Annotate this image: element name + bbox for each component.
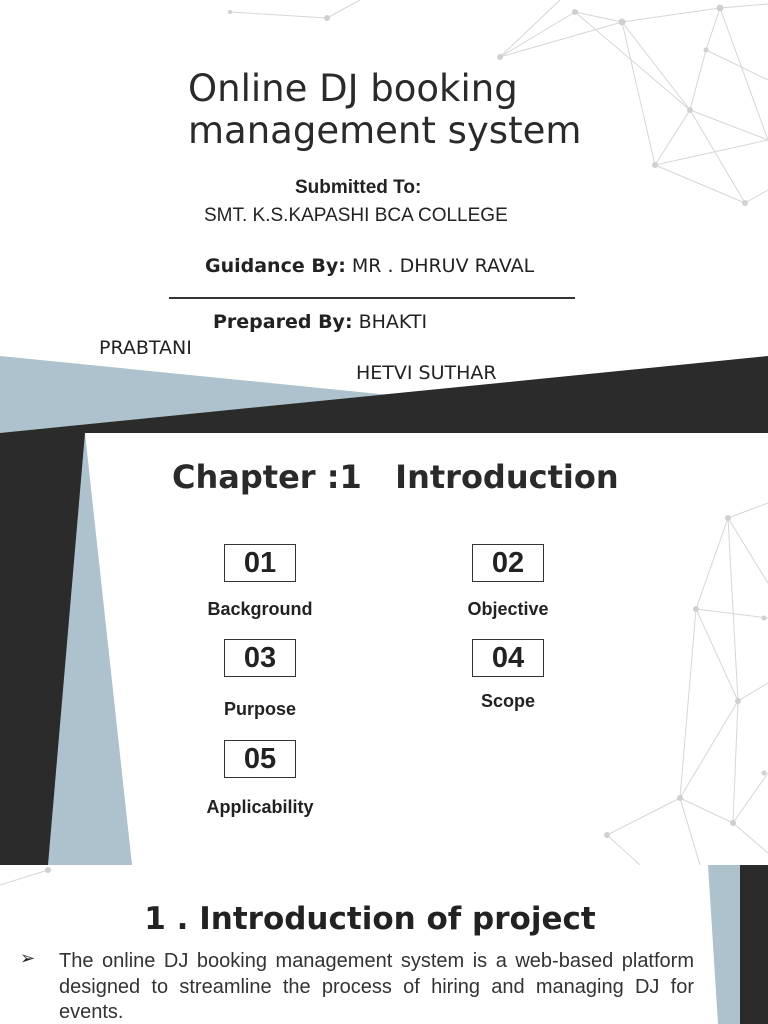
prepared-value: BHAKTI xyxy=(352,311,428,333)
guidance-label: Guidance By: xyxy=(205,255,346,277)
item-label-scope: Scope xyxy=(480,691,536,711)
title-slide xyxy=(0,0,768,433)
item-number-04: 04 xyxy=(472,639,544,677)
item-number-05: 05 xyxy=(224,740,296,778)
item-number-03: 03 xyxy=(224,639,296,677)
bullet-arrow-icon: ➢ xyxy=(20,948,36,969)
section-title: 1 . Introduction of project xyxy=(144,901,596,937)
item-label-objective: Objective xyxy=(467,599,549,619)
item-number-02: 02 xyxy=(472,544,544,582)
college-name: SMT. K.S.KAPASHI BCA COLLEGE xyxy=(204,205,508,226)
submitted-to-label: Submitted To: xyxy=(295,177,422,198)
presentation-title xyxy=(188,68,581,152)
intro-paragraph: The online DJ booking management system is a web-based platform designed to streamline the process of hiring and managing DJ for events. xyxy=(59,950,694,1023)
prepared-label: Prepared By: xyxy=(213,311,353,333)
title-line-2: management system xyxy=(188,109,582,152)
title-line-1: Online DJ booking xyxy=(188,67,518,110)
item-label-applicability: Applicability xyxy=(206,797,314,817)
prepared-by-line xyxy=(213,311,427,333)
introduction-slide xyxy=(0,865,768,1024)
prepared-second-name: HETVI SUTHAR xyxy=(356,362,497,384)
item-label-background: Background xyxy=(207,599,313,619)
divider-line xyxy=(169,297,575,299)
item-label-purpose: Purpose xyxy=(223,699,297,719)
chapter-title: Chapter :1 Introduction xyxy=(172,458,619,496)
prepared-value-continued: PRABTANI xyxy=(99,337,192,359)
network-decoration-right xyxy=(0,433,768,865)
guidance-line xyxy=(205,255,534,277)
guidance-value: MR . DHRUV RAVAL xyxy=(345,255,535,277)
chapter-slide xyxy=(0,433,768,865)
item-number-01: 01 xyxy=(224,544,296,582)
